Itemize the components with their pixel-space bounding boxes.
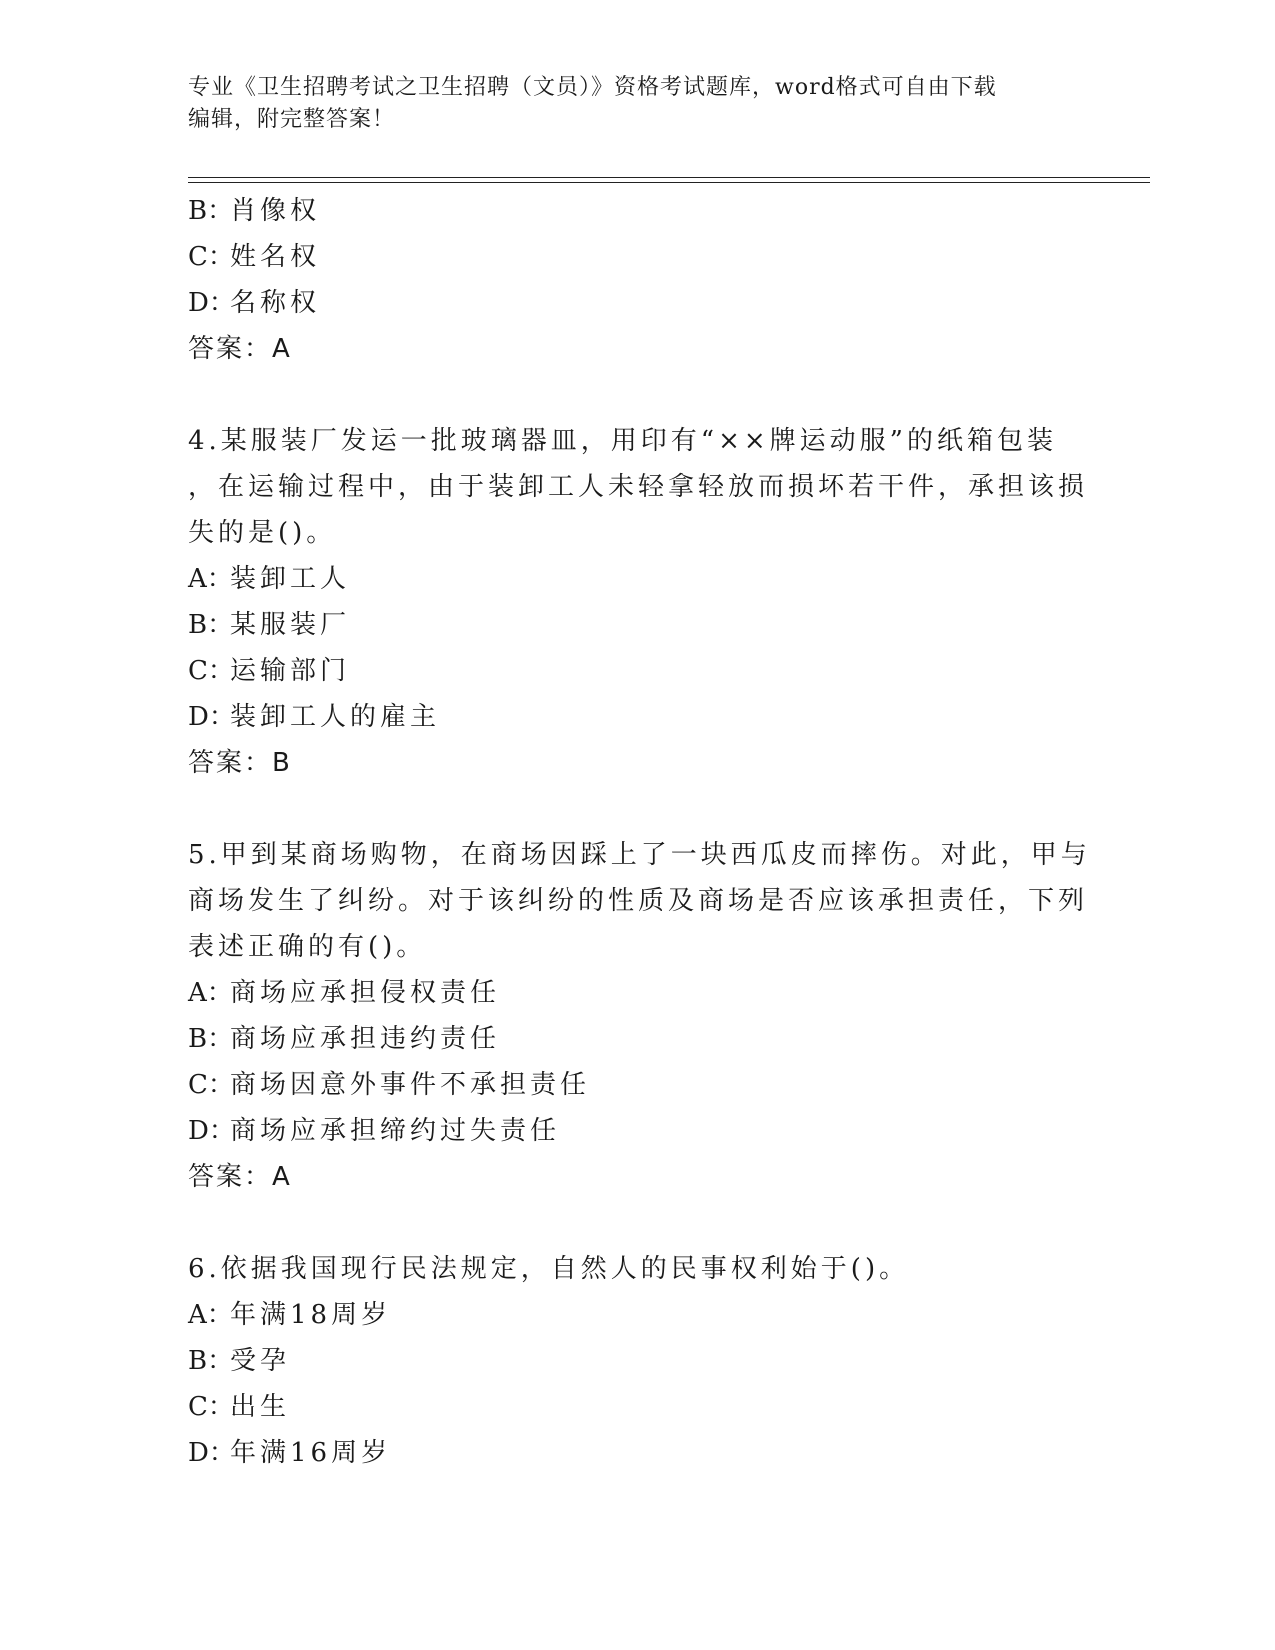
answer-option <box>188 280 1068 326</box>
answer-option <box>188 1062 1068 1108</box>
answer-option <box>188 970 1068 1016</box>
option-text: 名称权 <box>230 288 321 318</box>
question-text-line: 4.某服装厂发运一批玻璃器皿，用印有“××牌运动服”的纸箱包装 <box>188 426 1057 456</box>
answer-option <box>188 648 1068 694</box>
answer-option <box>188 602 1068 648</box>
answer-option <box>188 1384 1068 1430</box>
option-key: C： <box>188 242 234 272</box>
answer-option <box>188 694 1068 740</box>
option-text: 商场应承担侵权责任 <box>230 978 501 1008</box>
block-spacer <box>188 372 1068 418</box>
option-text: 装卸工人 <box>230 564 351 594</box>
option-key: C： <box>188 1392 234 1422</box>
option-text: 年满16周岁 <box>230 1438 392 1468</box>
question-text-line: 商场发生了纠纷。对于该纠纷的性质及商场是否应该承担责任，下列 <box>188 886 1089 916</box>
option-text: 出生 <box>230 1392 291 1422</box>
option-key: A： <box>188 978 233 1008</box>
question-list <box>188 188 1091 1476</box>
option-key: B： <box>188 610 234 640</box>
question-block <box>188 832 1091 1246</box>
option-text: 运输部门 <box>230 656 351 686</box>
question-text-line: ，在运输过程中，由于装卸工人未轻拿轻放而损坏若干件，承担该损 <box>188 472 1089 502</box>
question-text-line: 6.依据我国现行民法规定，自然人的民事权利始于()。 <box>188 1254 910 1284</box>
option-key: B： <box>188 1346 234 1376</box>
answer-option <box>188 1016 1068 1062</box>
question-block <box>188 418 1089 832</box>
answer-option <box>188 234 1068 280</box>
question-text-line: 失的是()。 <box>188 518 337 548</box>
option-key: B： <box>188 196 234 226</box>
answer-line: 答案：A <box>188 334 292 364</box>
option-key: D： <box>188 1116 235 1146</box>
option-text: 商场因意外事件不承担责任 <box>230 1070 591 1100</box>
question-text-line: 5.甲到某商场购物，在商场因踩上了一块西瓜皮而摔伤。对此，甲与 <box>188 840 1091 870</box>
option-key: D： <box>188 702 235 732</box>
option-text: 年满18周岁 <box>230 1300 392 1330</box>
question-block <box>188 188 1068 418</box>
answer-line: 答案：B <box>188 748 292 778</box>
option-key: A： <box>188 1300 233 1330</box>
answer-line: 答案：A <box>188 1162 292 1192</box>
option-text: 商场应承担缔约过失责任 <box>230 1116 561 1146</box>
answer-option <box>188 1108 1068 1154</box>
answer-option <box>188 556 1068 602</box>
option-text: 肖像权 <box>230 196 321 226</box>
question-block <box>188 1246 1068 1476</box>
header-line-2: 编辑，附完整答案！ <box>188 107 396 132</box>
answer-option <box>188 1430 1068 1476</box>
option-key: A： <box>188 564 233 594</box>
option-text: 某服装厂 <box>230 610 351 640</box>
option-key: C： <box>188 1070 234 1100</box>
option-key: B： <box>188 1024 234 1054</box>
option-text: 装卸工人的雇主 <box>230 702 441 732</box>
question-text-line: 表述正确的有()。 <box>188 932 427 962</box>
header-rule-top <box>188 177 1150 178</box>
option-text: 受孕 <box>230 1346 291 1376</box>
answer-option <box>188 188 1068 234</box>
option-key: D： <box>188 288 235 318</box>
header-line-1: 专业《卫生招聘考试之卫生招聘（文员）》资格考试题库，word格式可自由下载 <box>188 75 997 100</box>
document-header <box>188 72 1068 136</box>
option-key: D： <box>188 1438 235 1468</box>
block-spacer <box>188 1200 1068 1246</box>
option-text: 姓名权 <box>230 242 321 272</box>
block-spacer <box>188 786 1068 832</box>
answer-option <box>188 1292 1068 1338</box>
header-rule-bottom <box>188 182 1150 183</box>
option-text: 商场应承担违约责任 <box>230 1024 501 1054</box>
answer-option <box>188 1338 1068 1384</box>
option-key: C： <box>188 656 234 686</box>
